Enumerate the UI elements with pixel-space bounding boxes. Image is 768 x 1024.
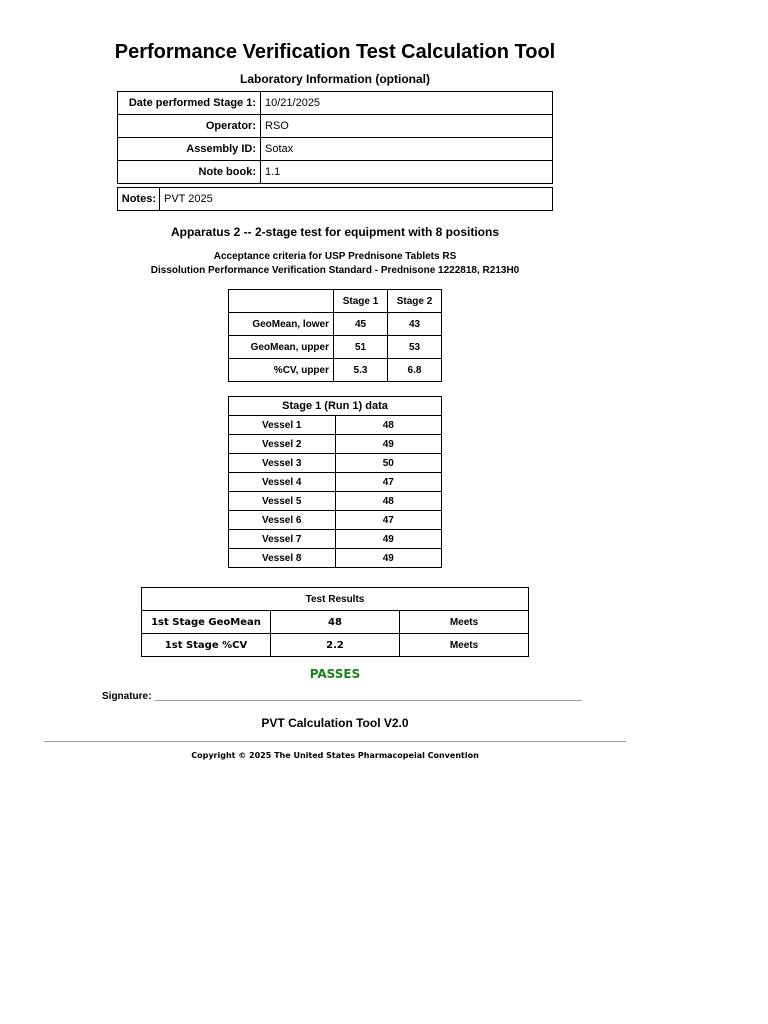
vessel-label: Vessel 3	[229, 454, 336, 473]
results-header-row	[142, 588, 529, 611]
operator-label: Operator:	[118, 115, 261, 138]
page-title: Performance Verification Test Calculation Tool	[114, 41, 556, 63]
footer-divider	[44, 741, 626, 742]
notes-value[interactable]: PVT 2025	[160, 188, 553, 211]
vessel-value[interactable]: 49	[335, 435, 442, 454]
vessel-value[interactable]: 49	[335, 530, 442, 549]
result-row	[142, 634, 529, 657]
assembly-id-value[interactable]: Sotax	[261, 138, 553, 161]
vessel-row	[229, 511, 442, 530]
criteria-row	[229, 336, 442, 359]
date-performed-label: Date performed Stage 1:	[118, 92, 261, 115]
criteria-row	[229, 359, 442, 382]
signature-line: Signature: _____________________________________________________________________________	[102, 691, 582, 702]
lab-info-heading: Laboratory Information (optional)	[240, 72, 430, 86]
result-value: 48	[271, 611, 400, 634]
stage1-header-row	[229, 397, 442, 416]
tool-version: PVT Calculation Tool V2.0	[261, 716, 409, 730]
vessel-label: Vessel 8	[229, 549, 336, 568]
criteria-header-stage2: Stage 2	[388, 290, 442, 313]
lab-info-row-notebook	[118, 161, 553, 184]
criteria-stage2-value: 53	[388, 336, 442, 359]
vessel-value[interactable]: 47	[335, 473, 442, 492]
test-results-table	[141, 587, 529, 657]
stage1-data-heading: Stage 1 (Run 1) data	[229, 397, 442, 416]
result-status: Meets	[400, 611, 529, 634]
notes-row	[118, 188, 553, 211]
vessel-value[interactable]: 47	[335, 511, 442, 530]
vessel-label: Vessel 2	[229, 435, 336, 454]
vessel-value[interactable]: 49	[335, 549, 442, 568]
criteria-header-blank	[229, 290, 334, 313]
vessel-value[interactable]: 50	[335, 454, 442, 473]
vessel-label: Vessel 7	[229, 530, 336, 549]
vessel-label: Vessel 4	[229, 473, 336, 492]
vessel-row	[229, 416, 442, 435]
notes-label: Notes:	[118, 188, 160, 211]
result-row	[142, 611, 529, 634]
criteria-row	[229, 313, 442, 336]
vessel-label: Vessel 6	[229, 511, 336, 530]
criteria-row-label: %CV, upper	[229, 359, 334, 382]
vessel-value[interactable]: 48	[335, 492, 442, 511]
vessel-value[interactable]: 48	[335, 416, 442, 435]
vessel-row	[229, 473, 442, 492]
notebook-value[interactable]: 1.1	[261, 161, 553, 184]
criteria-header-stage1: Stage 1	[334, 290, 388, 313]
assembly-id-label: Assembly ID:	[118, 138, 261, 161]
vessel-row	[229, 492, 442, 511]
result-label: 1st Stage %CV	[142, 634, 271, 657]
vessel-row	[229, 530, 442, 549]
result-value: 2.2	[271, 634, 400, 657]
overall-result-status: PASSES	[309, 667, 361, 681]
criteria-header-row	[229, 290, 442, 313]
criteria-stage2-value: 43	[388, 313, 442, 336]
lab-info-row-date	[118, 92, 553, 115]
acceptance-criteria-line2: Dissolution Performance Verification Standard - Prednisone 1222818, R213H0	[150, 265, 520, 276]
vessel-row	[229, 435, 442, 454]
notes-table	[117, 187, 553, 211]
operator-value[interactable]: RSO	[261, 115, 553, 138]
date-performed-value[interactable]: 10/21/2025	[261, 92, 553, 115]
criteria-row-label: GeoMean, upper	[229, 336, 334, 359]
result-status: Meets	[400, 634, 529, 657]
vessel-label: Vessel 5	[229, 492, 336, 511]
criteria-stage1-value: 45	[334, 313, 388, 336]
lab-info-table	[117, 91, 553, 184]
notebook-label: Note book:	[118, 161, 261, 184]
lab-info-row-assembly	[118, 138, 553, 161]
result-label: 1st Stage GeoMean	[142, 611, 271, 634]
vessel-row	[229, 454, 442, 473]
criteria-stage1-value: 51	[334, 336, 388, 359]
vessel-row	[229, 549, 442, 568]
apparatus-heading: Apparatus 2 -- 2-stage test for equipment with 8 positions	[170, 225, 500, 239]
test-results-heading: Test Results	[142, 588, 529, 611]
criteria-row-label: GeoMean, lower	[229, 313, 334, 336]
criteria-stage2-value: 6.8	[388, 359, 442, 382]
copyright-notice: Copyright © 2025 The United States Pharmacopeial Convention	[191, 751, 479, 760]
acceptance-criteria-table	[228, 289, 442, 382]
vessel-label: Vessel 1	[229, 416, 336, 435]
criteria-stage1-value: 5.3	[334, 359, 388, 382]
lab-info-row-operator	[118, 115, 553, 138]
stage1-data-table	[228, 396, 442, 568]
acceptance-criteria-line1: Acceptance criteria for USP Prednisone Tablets RS	[213, 251, 457, 262]
